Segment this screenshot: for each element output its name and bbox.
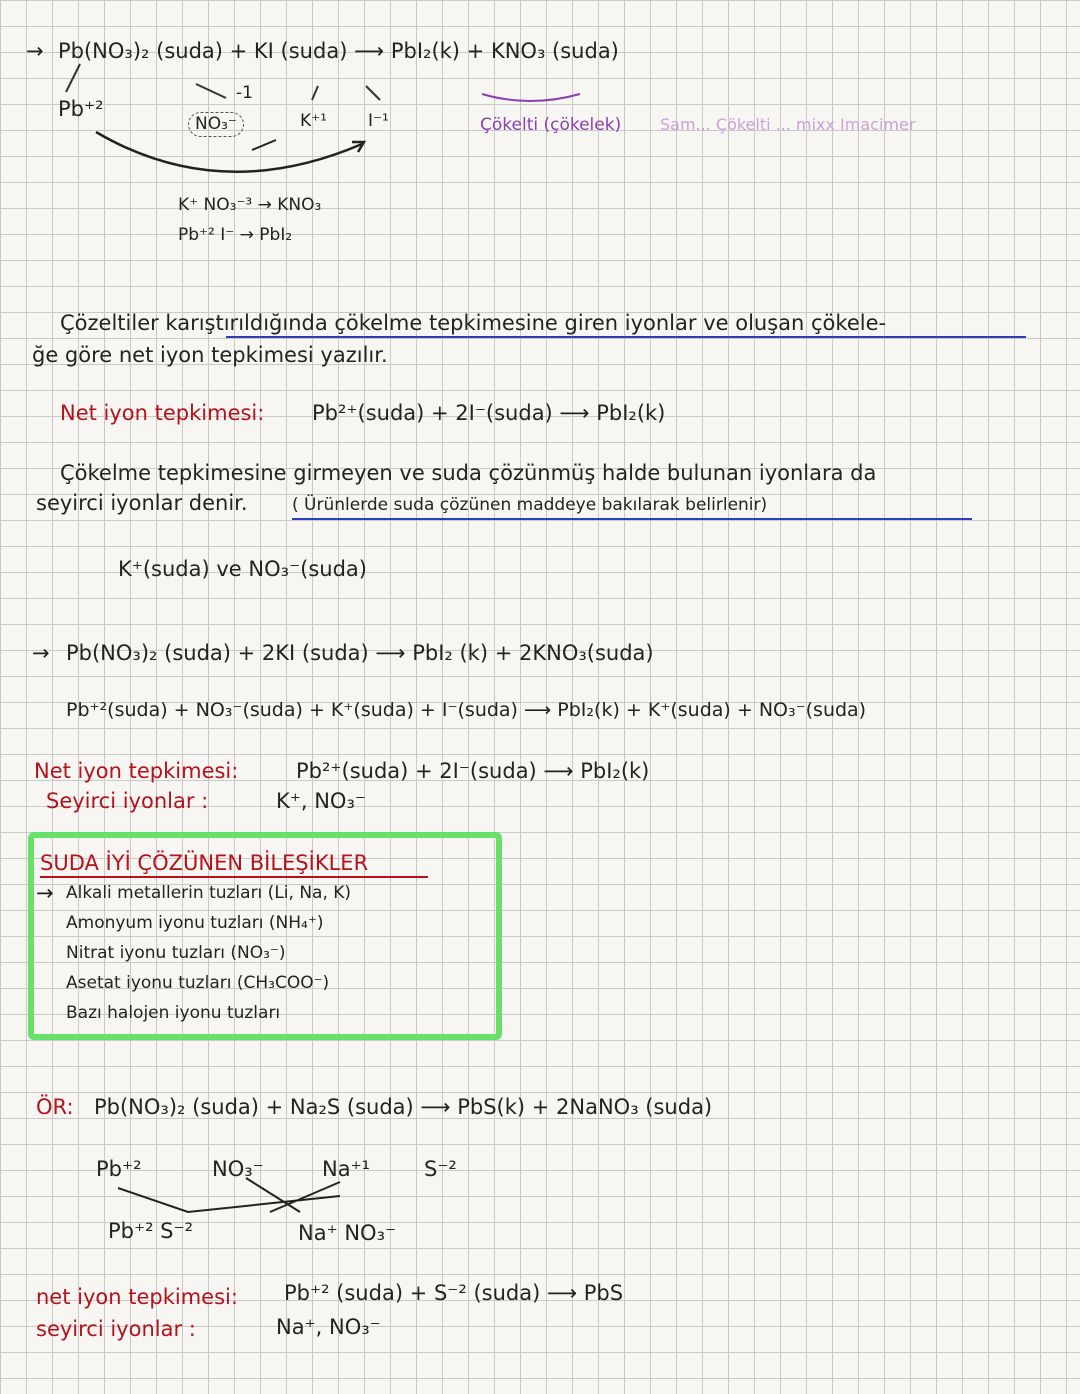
reaction-equation: Pb(NO₃)₂ (suda) + Na₂S (suda) ⟶ PbS(k) + 2NaNO₃ (suda)	[94, 1095, 713, 1119]
ion-combination: Pb⁺² S⁻²	[108, 1219, 194, 1243]
list-item: Alkali metallerin tuzları (Li, Na, K)	[66, 883, 352, 903]
spectator-values: K⁺, NO₃⁻	[276, 789, 366, 813]
spectator-label: Seyirci iyonlar :	[46, 789, 209, 813]
ion-label: Pb⁺²	[58, 97, 104, 121]
ion-charge: -1	[236, 83, 253, 103]
paragraph-line: seyirci iyonlar denir.	[36, 491, 248, 515]
faded-text: Sam... Çökelti ... mixx Imacimer	[660, 115, 916, 134]
bullet-arrow: →	[26, 39, 44, 63]
net-ionic-equation: Pb²⁺(suda) + 2I⁻(suda) ⟶ PbI₂(k)	[296, 759, 650, 783]
ion-label: Pb⁺²	[96, 1157, 142, 1181]
underline	[226, 336, 1026, 338]
reaction-equation: Pb(NO₃)₂ (suda) + KI (suda) ⟶ PbI₂(k) + KNO₃ (suda)	[58, 39, 619, 63]
ionic-equation: Pb⁺²(suda) + NO₃⁻(suda) + K⁺(suda) + I⁻(suda) ⟶ PbI₂(k) + K⁺(suda) + NO₃⁻(suda)	[66, 699, 867, 721]
list-item: Bazı halojen iyonu tuzları	[66, 1003, 281, 1023]
ion-label: NO₃⁻	[212, 1157, 264, 1181]
ion-label: S⁻²	[424, 1157, 457, 1181]
spectator-values: Na⁺, NO₃⁻	[276, 1315, 381, 1339]
spectator-label: seyirci iyonlar :	[36, 1317, 196, 1341]
bullet-arrow: →	[36, 881, 54, 905]
underline	[40, 876, 428, 878]
net-ionic-label: net iyon tepkimesi:	[36, 1285, 238, 1309]
paragraph-line: Çökelme tepkimesine girmeyen ve suda çözünmüş halde bulunan iyonlara da	[60, 461, 877, 485]
list-item: Amonyum iyonu tuzları (NH₄⁺)	[66, 913, 324, 933]
net-ionic-label: Net iyon tepkimesi:	[60, 401, 265, 425]
list-item: Nitrat iyonu tuzları (NO₃⁻)	[66, 943, 286, 963]
example-label: ÖR:	[36, 1095, 74, 1119]
box-title: SUDA İYİ ÇÖZÜNEN BİLEŞİKLER	[40, 851, 369, 875]
ion-combination: Na⁺ NO₃⁻	[298, 1221, 397, 1245]
ion-label: K⁺¹	[300, 111, 327, 131]
underline	[292, 518, 972, 520]
list-item: Asetat iyonu tuzları (CH₃COO⁻)	[66, 973, 330, 993]
ion-label: I⁻¹	[368, 111, 389, 131]
bullet-arrow: →	[32, 641, 50, 665]
paragraph-line: Çözeltiler karıştırıldığında çökelme tepkimesine giren iyonlar ve oluşan çökele-	[60, 311, 887, 335]
net-ionic-label: Net iyon tepkimesi:	[34, 759, 239, 783]
paragraph-line: ğe göre net iyon tepkimesi yazılır.	[32, 343, 388, 367]
paragraph-note: ( Ürünlerde suda çözünen maddeye bakılarak belirlenir)	[292, 495, 768, 515]
precipitate-label: Çökelti (çökelek)	[480, 115, 622, 135]
ion-label: NO₃⁻	[188, 112, 244, 137]
ion-combination: Pb⁺² I⁻ → PbI₂	[178, 225, 293, 245]
ion-label: Na⁺¹	[322, 1157, 371, 1181]
net-ionic-equation: Pb²⁺(suda) + 2I⁻(suda) ⟶ PbI₂(k)	[312, 401, 666, 425]
net-ionic-equation: Pb⁺² (suda) + S⁻² (suda) ⟶ PbS	[284, 1281, 624, 1305]
spectator-ions: K⁺(suda) ve NO₃⁻(suda)	[118, 557, 367, 581]
reaction-equation: Pb(NO₃)₂ (suda) + 2KI (suda) ⟶ PbI₂ (k) + 2KNO₃(suda)	[66, 641, 654, 665]
ion-combination: K⁺ NO₃⁻³ → KNO₃	[178, 195, 322, 215]
